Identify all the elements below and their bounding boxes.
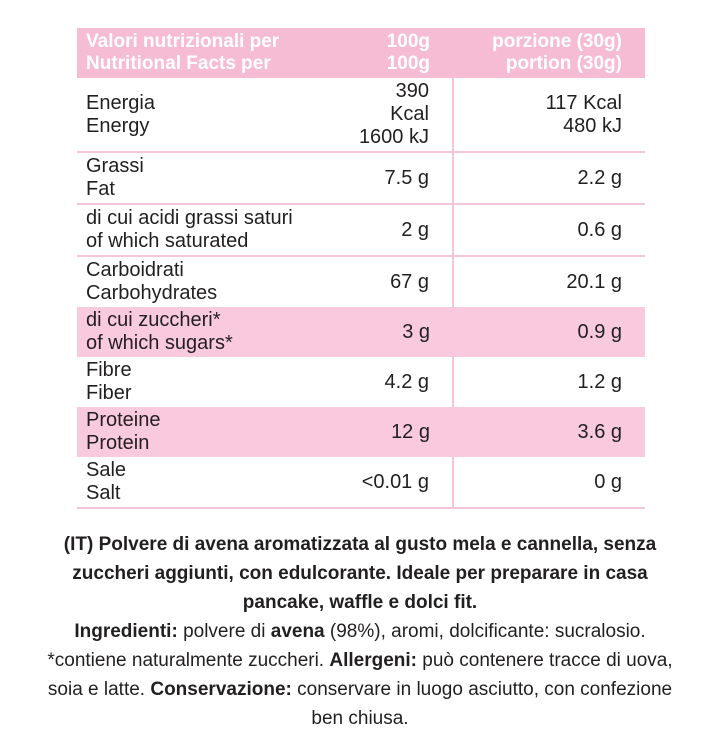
value-per-portion: 0.9 g [453, 307, 645, 357]
header-per100-en: 100g [386, 53, 430, 74]
value-per-100g: 3 g [357, 307, 453, 357]
row-label-en: Energy [86, 114, 150, 137]
row-label-it: Carboidrati [86, 259, 184, 281]
value-per-portion [453, 78, 645, 152]
nutrition-table [77, 28, 645, 509]
row-label-en: Salt [86, 482, 121, 504]
ingredients-text [38, 617, 682, 733]
storage-segment: conservare in luogo asciutto, con confezione ben chiusa. [291, 679, 673, 729]
row-label [77, 457, 357, 508]
value-per-100g: 4.2 g [384, 370, 429, 393]
header-portion-it: porzione (30g) [492, 31, 622, 52]
table-row-fiber [77, 357, 645, 407]
row-label-it: Sale [86, 459, 127, 481]
value-per-100g: 2 g [357, 204, 453, 256]
header-portion-cell [453, 28, 645, 78]
value-line: 480 kJ [563, 114, 622, 137]
row-label-en: Fiber [86, 382, 132, 404]
ingredients-bold-oat: avena [270, 621, 325, 642]
table-row-saturated [77, 204, 645, 256]
allergens-segment: può contenere tracce di uova, soia e latte. [47, 650, 673, 700]
value-per-portion: 2.2 g [453, 152, 645, 204]
value-per-100g: 7.5 g [357, 152, 453, 204]
row-label-it: di cui zuccheri* [86, 309, 221, 331]
row-label-en: of which saturated [86, 230, 249, 252]
row-label-en: of which sugars* [86, 332, 233, 354]
value-line: 1600 kJ [358, 126, 429, 148]
value-per-portion: 0.6 g [453, 204, 645, 256]
row-label-it: di cui acidi grassi saturi [86, 207, 293, 229]
table-header-row [77, 28, 645, 78]
row-label-it: Proteine [86, 409, 161, 431]
value-per-portion: 1.2 g [453, 357, 645, 407]
header-label-cell [77, 28, 357, 78]
header-per100-cell [357, 28, 453, 78]
row-label-it: Energia [86, 91, 155, 114]
product-description: (IT) Polvere di avena aromatizzata al gusto mela e cannella, senza zuccheri aggiunti, con edulcorante. Ideale per preparare in casa pancake, waffle e dolci fit. [63, 534, 657, 613]
value-per-100g: 12 g [357, 407, 453, 457]
value-per-100g: <0.01 g [357, 457, 453, 508]
ingredients-segment: polvere di [177, 621, 271, 642]
allergens-label: Allergeni: [329, 650, 417, 671]
value-per-portion: 0 g [453, 457, 645, 508]
table-row-protein [77, 407, 645, 457]
ingredients-segment: (98%), aromi, dolcificante: sucralosio. *contiene naturalmente zuccheri. [47, 621, 646, 671]
row-label-it: Grassi [86, 155, 144, 177]
value-per-portion: 20.1 g [453, 256, 645, 307]
row-label-it: Fibre [86, 359, 132, 381]
table-row-salt [77, 457, 645, 508]
row-label [77, 357, 357, 407]
header-portion-en: portion (30g) [505, 53, 622, 74]
row-label [77, 256, 357, 307]
value-line: 117 Kcal [545, 91, 622, 114]
row-label [77, 78, 357, 152]
table-row-energy [77, 78, 645, 152]
value-per-100g: 67 g [357, 256, 453, 307]
row-label [77, 204, 357, 256]
row-label-en: Protein [86, 432, 150, 454]
value-line: 390 Kcal [390, 80, 429, 125]
row-label-en: Carbohydrates [86, 282, 218, 304]
table-header [77, 28, 645, 78]
table-row-carbohydrates [77, 256, 645, 307]
table-row-sugars [77, 307, 645, 357]
header-label-en: Nutritional Facts per [86, 53, 271, 74]
header-label-it: Valori nutrizionali per [86, 31, 280, 52]
ingredients-label: Ingredienti: [74, 621, 178, 642]
row-label-en: Fat [86, 178, 115, 200]
row-label [77, 152, 357, 204]
value-per-portion: 3.6 g [453, 407, 645, 457]
storage-label: Conservazione: [150, 679, 292, 700]
header-per100-it: 100g [386, 31, 430, 52]
table-row-fat [77, 152, 645, 204]
row-label [77, 307, 357, 357]
value-per-100g [357, 78, 453, 152]
row-label [77, 407, 357, 457]
nutrition-label-page [0, 28, 720, 748]
